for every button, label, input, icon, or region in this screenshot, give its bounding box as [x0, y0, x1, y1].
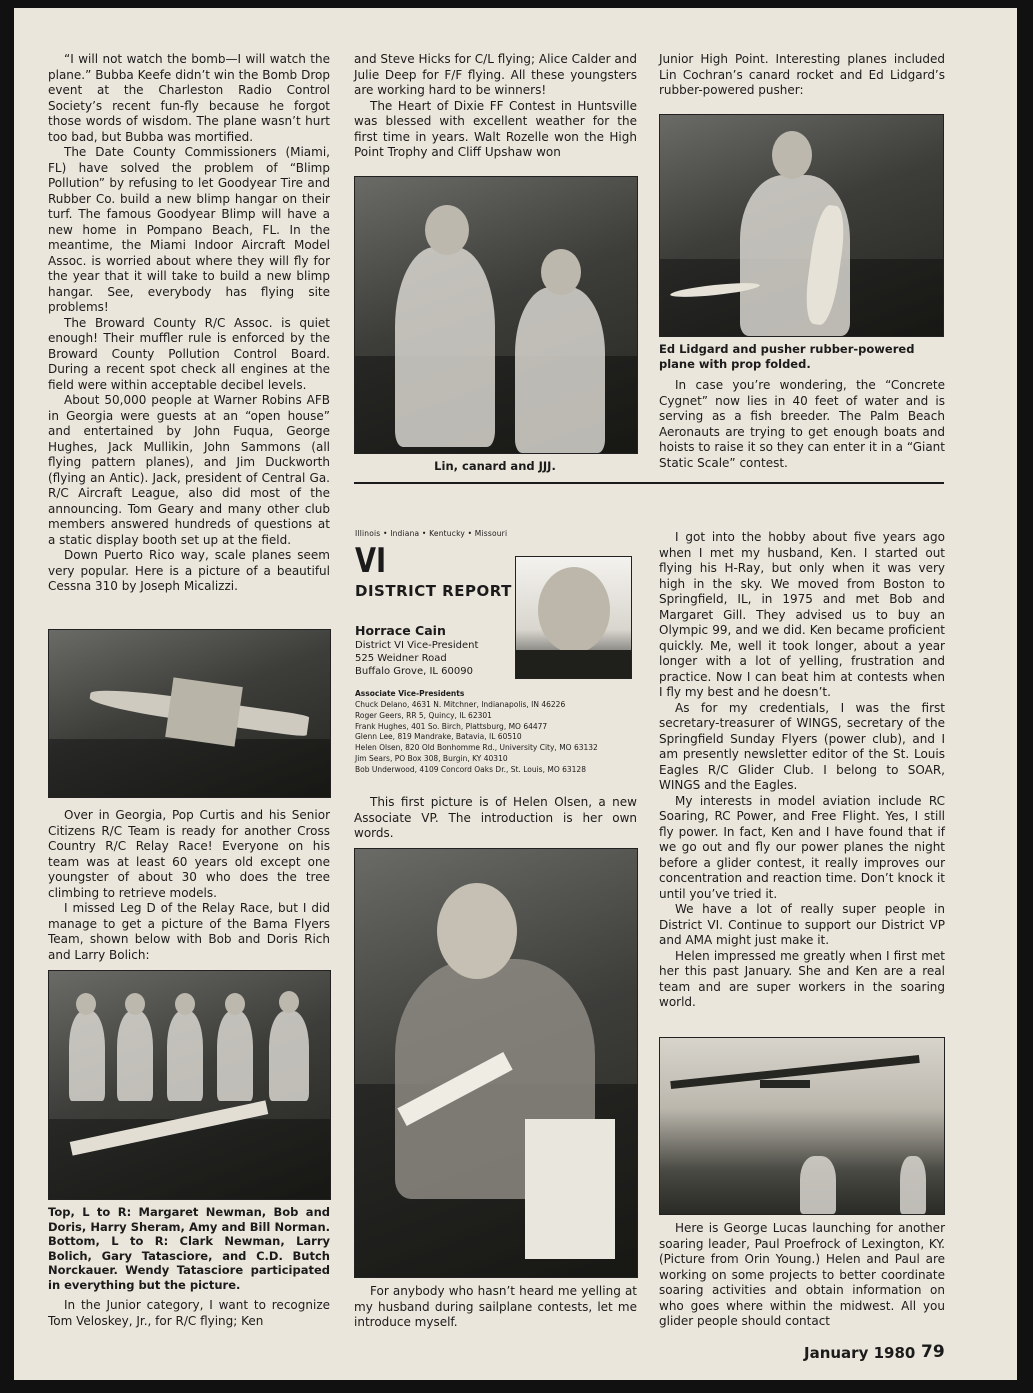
helen-intro-end — [354, 1284, 637, 1331]
paragraph: For anybody who hasn’t heard me yelling at my husband during sailplane contests, let me introduce myself. — [354, 1284, 637, 1329]
ed-lidgard-photo — [659, 114, 944, 337]
magazine-page — [14, 8, 1017, 1380]
district-number: VI — [355, 541, 387, 581]
vp-name: Horrace Cain — [355, 623, 446, 638]
paragraph: I missed Leg D of the Relay Race, but I did manage to get a picture of the Bama Flyers Team, shown below with Bob and Doris Rich and Larry Bolich: — [48, 901, 330, 962]
district-report-title: DISTRICT REPORT — [355, 582, 512, 600]
column-1-mid-text — [48, 808, 330, 963]
associate-line: Roger Geers, RR 5, Quincy, IL 62301 — [355, 710, 492, 720]
paragraph: Helen impressed me greatly when I first met her this past January. She and Ken are a real team and are super workers in the soaring world. — [659, 948, 945, 1009]
associate-line: Bob Underwood, 4109 Concord Oaks Dr., St. Louis, MO 63128 — [355, 764, 586, 774]
bama-flyers-caption: Top, L to R: Margaret Newman, Bob and Doris, Harry Sheram, Amy and Bill Norman. Bottom, L to R: Clark Newman, Larry Bolich, Gary Tatasciore, and C.D. Butch Norckauer. Wendy Tatasciore participated in everything but the picture. — [48, 1205, 330, 1292]
helen-olsen-photo — [354, 848, 638, 1278]
paragraph: As for my credentials, I was the first secretary-treasurer of WINGS, secretary of the Springfield Sunday Flyers (power club), and I am presently newsletter editor of the St. Louis Eagles R/C Glider Club. I belong to SOAR, WINGS and the Eagles. — [659, 700, 945, 792]
paragraph: I got into the hobby about five years ago when I met my husband, Ken. I started out flying his H-Ray, but only when it was very high in the sky. We moved from Boston to Springfield, IL, in 1975 and met Bob and Margaret Gill. They advised us to buy an Olympic 99, and we did. Ken became proficient quickly. Me, well it took longer, about a year longer with a lot of yelling, frustration and practice. Now I can beat him at contests when I fly my best and he doesn’t. — [659, 530, 945, 699]
paragraph: About 50,000 people at Warner Robins AFB in Georgia were guests at an “open house” and entertained by John Fuqua, George Hughes, Jack Mullikin, John Sammons (all flying pattern planes), and Jim Duckworth (flying an Antic). Jack, president of Central Ga. R/C Aircraft League, also did most of the announcing. Tom Geary and many other club members answered hundreds of questions at a static display booth set up at the field. — [48, 393, 330, 547]
district-states: Illinois • Indiana • Kentucky • Missouri — [355, 529, 508, 538]
page-number: 79 — [921, 1342, 945, 1362]
district-intro — [354, 795, 637, 842]
vp-street: 525 Weidner Road — [355, 653, 447, 664]
associate-line: Glenn Lee, 819 Mandrake, Batavia, IL 60510 — [355, 732, 522, 742]
column-1-end-text — [48, 1298, 330, 1329]
paragraph: The Date County Commissioners (Miami, FL) have solved the problem of “Blimp Pollution” by refusing to let Goodyear Tire and Rubber Co. build a new blimp hangar on their turf. The famous Goodyear Blimp will have a new home in Pompano Beach, FL. In the meantime, the Miami Indoor Aircraft Model Assoc. is worried about where they will fly for the year that it will take to build a new blimp hangar. See, everybody has flying site problems! — [48, 145, 330, 314]
paragraph: Down Puerto Rico way, scale planes seem very popular. Here is a picture of a beautiful Cessna 310 by Joseph Micalizzi. — [48, 548, 330, 593]
vp-city: Buffalo Grove, IL 60090 — [355, 666, 473, 677]
column-1-top-text — [48, 52, 330, 595]
column-2-top-text — [354, 52, 637, 161]
paragraph: and Steve Hicks for C/L flying; Alice Calder and Julie Deep for F/F flying. All these youngsters are working hard to be winners! — [354, 52, 637, 97]
ed-lidgard-caption: Ed Lidgard and pusher rubber-powered plane with prop folded. — [659, 342, 915, 371]
associates-heading: Associate Vice-Presidents — [355, 689, 465, 698]
column-3-end-text — [659, 1221, 945, 1330]
paragraph: Junior High Point. Interesting planes included Lin Cochran’s canard rocket and Ed Lidgard’s rubber-powered pusher: — [659, 52, 945, 97]
column-3-top-text — [659, 52, 945, 99]
cessna-310-photo — [48, 629, 331, 798]
associate-line: Helen Olsen, 820 Old Bonhomme Rd., University City, MO 63132 — [355, 743, 598, 753]
vp-address — [355, 639, 478, 678]
george-lucas-launch-photo — [659, 1037, 945, 1215]
paragraph: We have a lot of really super people in District VI. Continue to support our District VP and AMA might just make it. — [659, 902, 945, 947]
lin-canard-caption: Lin, canard and JJJ. — [434, 459, 556, 473]
paragraph: In case you’re wondering, the “Concrete Cygnet” now lies in 40 feet of water and is serving as a fish breeder. The Palm Beach Aeronauts are trying to get enough boats and hoists to raise it so they can enter it in a “Giant Static Scale” contest. — [659, 378, 945, 470]
bama-flyers-team-photo — [48, 970, 331, 1200]
lin-canard-photo — [354, 176, 638, 454]
paragraph: My interests in model aviation include RC Soaring, RC Power, and Free Flight. Yes, I still fly power. In fact, Ken and I have found that if we go out and fly our power planes the night before a glider contest, it really improves our concentration and reaction time. Don’t knock it until you’ve tried it. — [659, 793, 945, 901]
paragraph: Over in Georgia, Pop Curtis and his Senior Citizens R/C Team is ready for another Cross Country R/C Relay Race! Everyone on his team was at least 60 years old except one youngster of about 30 who does the tree climbing to retrieve models. — [48, 808, 330, 900]
paragraph: The Broward County R/C Assoc. is quiet enough! Their muffler rule is enforced by the Broward County Pollution Control Board. During a recent spot check all engines at the field were within acceptable decibel levels. — [48, 315, 330, 392]
column-3-lower-text — [659, 530, 945, 1011]
associate-line: Jim Sears, PO Box 308, Burgin, KY 40310 — [355, 753, 508, 763]
associate-line: Chuck Delano, 4631 N. Mitchner, Indianapolis, IN 46226 — [355, 700, 566, 709]
issue-date: January 1980 — [804, 1344, 916, 1362]
paragraph: The Heart of Dixie FF Contest in Huntsville was blessed with excellent weather for the first time in years. Walt Rozelle won the High Point Trophy and Cliff Upshaw won — [354, 98, 637, 159]
column-3-concrete-cygnet — [659, 378, 945, 471]
paragraph: In the Junior category, I want to recognize Tom Veloskey, Jr., for R/C flying; Ken — [48, 1298, 330, 1328]
paragraph: “I will not watch the bomb—I will watch the plane.” Bubba Keefe didn’t win the Bomb Drop event at the Charleston Radio Control Society’s recent fun-fly because he forgot those words of wisdom. The plane wasn’t hurt too bad, but Bubba was mortified. — [48, 52, 330, 144]
paragraph: This first picture is of Helen Olsen, a new Associate VP. The introduction is her own words. — [354, 795, 637, 840]
vp-title: District VI Vice-President — [355, 640, 479, 651]
associates-list — [355, 700, 645, 776]
horrace-cain-portrait — [515, 556, 632, 679]
paragraph: Here is George Lucas launching for another soaring leader, Paul Proefrock of Lexington, KY. (Picture from Orin Young.) Helen and Paul are working on some projects to better coordinate soaring activities and obtain information on who goes where within the midwest. All you glider people should contact — [659, 1221, 945, 1328]
associate-line: Frank Hughes, 401 So. Birch, Plattsburg, MO 64477 — [355, 721, 548, 731]
section-divider — [354, 482, 944, 484]
